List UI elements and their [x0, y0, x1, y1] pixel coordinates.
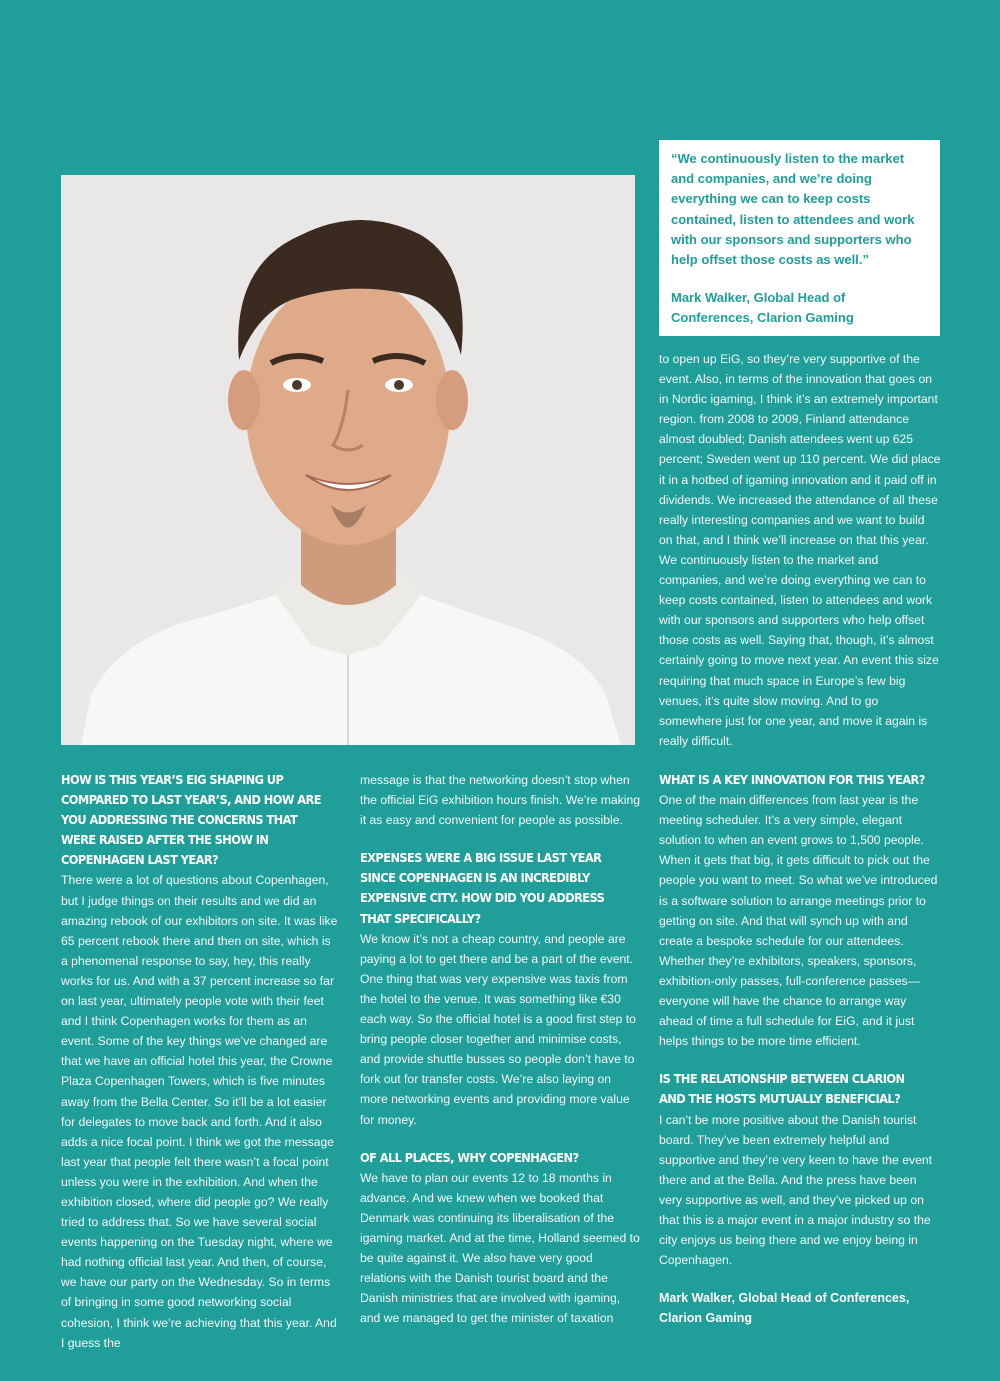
question-heading: OF ALL PLACES, WHY COPENHAGEN? — [360, 1150, 579, 1165]
column-1 — [61, 770, 339, 1353]
column-3-top — [659, 349, 941, 751]
question-heading: WHAT IS A KEY INNOVATION FOR THIS YEAR? — [659, 773, 925, 787]
author-signature: Mark Walker, Global Head of Conferences, Clarion Gaming — [659, 1291, 910, 1326]
pull-quote-attribution: Mark Walker, Global Head of Conferences, Clarion Gaming — [671, 290, 854, 326]
question-heading: HOW IS THIS YEAR’S EIG SHAPING UP COMPARED TO LAST YEAR’S, AND HOW ARE YOU ADDRESSING THE CONCERNS THAT WERE RAISED AFTER THE SHOW IN COPENHAGEN LAST YEAR? — [61, 773, 321, 868]
question-heading: EXPENSES WERE A BIG ISSUE LAST YEAR SINCE COPENHAGEN IS AN INCREDIBLY EXPENSIVE CITY. HOW DID YOU ADDRESS THAT SPECIFICALLY? — [360, 851, 605, 926]
pull-quote-box — [659, 140, 940, 336]
answer-paragraph: One of the main differences from last year is the meeting scheduler. It’s a very simple, elegant solution to when an event grows to 1,500 people. When it gets that big, it gets difficult to pick out the people you want to meet. So what we’ve introduced is a software solution to arrange meetings prior to getting on site. And that will synch up with and create a bespoke schedule for our attendees. Whether they’re exhibitors, speakers, sponsors, exhibition-only passes, full-conference passes—everyone will have the chance to arrange way ahead of time a full schedule for EiG, and it just helps things to be more time efficient. — [659, 793, 938, 1049]
answer-paragraph: I can’t be more positive about the Danish tourist board. They’ve been extremely helpful and supportive and they’re very keen to have the event there and at the Bella. And the press have been very supportive as well, and they’ve picked up on that this is a major event in a major industry so the city enjoys us being there and we enjoy being in Copenhagen. — [659, 1112, 933, 1268]
answer-paragraph: We know it’s not a cheap country, and people are paying a lot to get there and be a part of the event. One thing that was very expensive was taxis from the hotel to the venue. It was something like €30 each way. So the official hotel is a good first step to bring people closer together and minimise costs, and provide shuttle busses so people don’t have to fork out for transfer costs. We’re also laying on more networking events and providing more value for money. — [360, 931, 636, 1127]
body-paragraph: to open up EiG, so they’re very supportive of the event. Also, in terms of the innovation that goes on in Nordic igaming, I think it’s an extremely important region. from 2008 to 2009, Finland attendance almost doubled; Danish attendees went up 625 percent; Sweden went up 110 percent. We did place it in a hotbed of igaming innovation and it paid off in dividends. We increased the attendance of all these really interesting companies and we want to build on that, and I think we’ll increase on that this year. We continuously listen to the market and companies, and we’re doing everything we can to keep costs contained, listen to attendees and work with our sponsors and supporters who help offset those costs as well. Saying that, though, it’s almost certainly going to move next year. An event this size requiring that much space in Europe’s few big venues, it’s quite slow moving. And to go somewhere just for one year, and move it again is really difficult. — [659, 352, 941, 748]
column-3 — [659, 770, 941, 1328]
answer-paragraph: We have to plan our events 12 to 18 months in advance. And we knew when we booked that Denmark was continuing its liberalisation of the igaming market. And at the time, Holland seemed to be quite against it. We also have very good relations with the Danish tourist board and the Danish ministries that are involved with igaming, and we managed to get the minister of taxation — [360, 1170, 640, 1326]
answer-paragraph: There were a lot of questions about Copenhagen, but I judge things on their results and we did an amazing rebook of our exhibitors on site. It was like 65 percent rebook there and then on site, which is a phenomenal response to say, hey, this really works for us. And with a 37 percent increase so far on last year, ultimately people vote with their feet and I think Copenhagen works for them as an event. Some of the key things we’ve changed are that we have an official hotel this year, the Crowne Plaza Copenhagen Towers, which is five minutes away from the Bella Center. So it’ll be a lot easier for delegates to move back and forth. And it also adds a nice focal point. I think we got the message last year that people felt there wasn’t a focal point unless you were in the exhibition. And when the exhibition closed, where did people go? We really tried to address that. So we have several social events happening on the Tuesday night, where we had nothing official last year. And then, of course, we have our party on the Wednesday. So in terms of bringing in some good networking social cohesion, I think we’re achieving that this year. And I guess the — [61, 873, 338, 1350]
column-2 — [360, 770, 642, 1328]
question-heading: IS THE RELATIONSHIP BETWEEN CLARION AND THE HOSTS MUTUALLY BENEFICIAL? — [659, 1072, 905, 1107]
portrait-photo — [61, 175, 635, 745]
pull-quote-text: “We continuously listen to the market and companies, and we’re doing everything we can to keep costs contained, listen to attendees and work with our sponsors and supporters who help offset those costs as well.” — [671, 151, 915, 268]
answer-paragraph: message is that the networking doesn’t stop when the official EiG exhibition hours finish. We’re making it as easy and convenient for people as possible. — [360, 773, 640, 828]
